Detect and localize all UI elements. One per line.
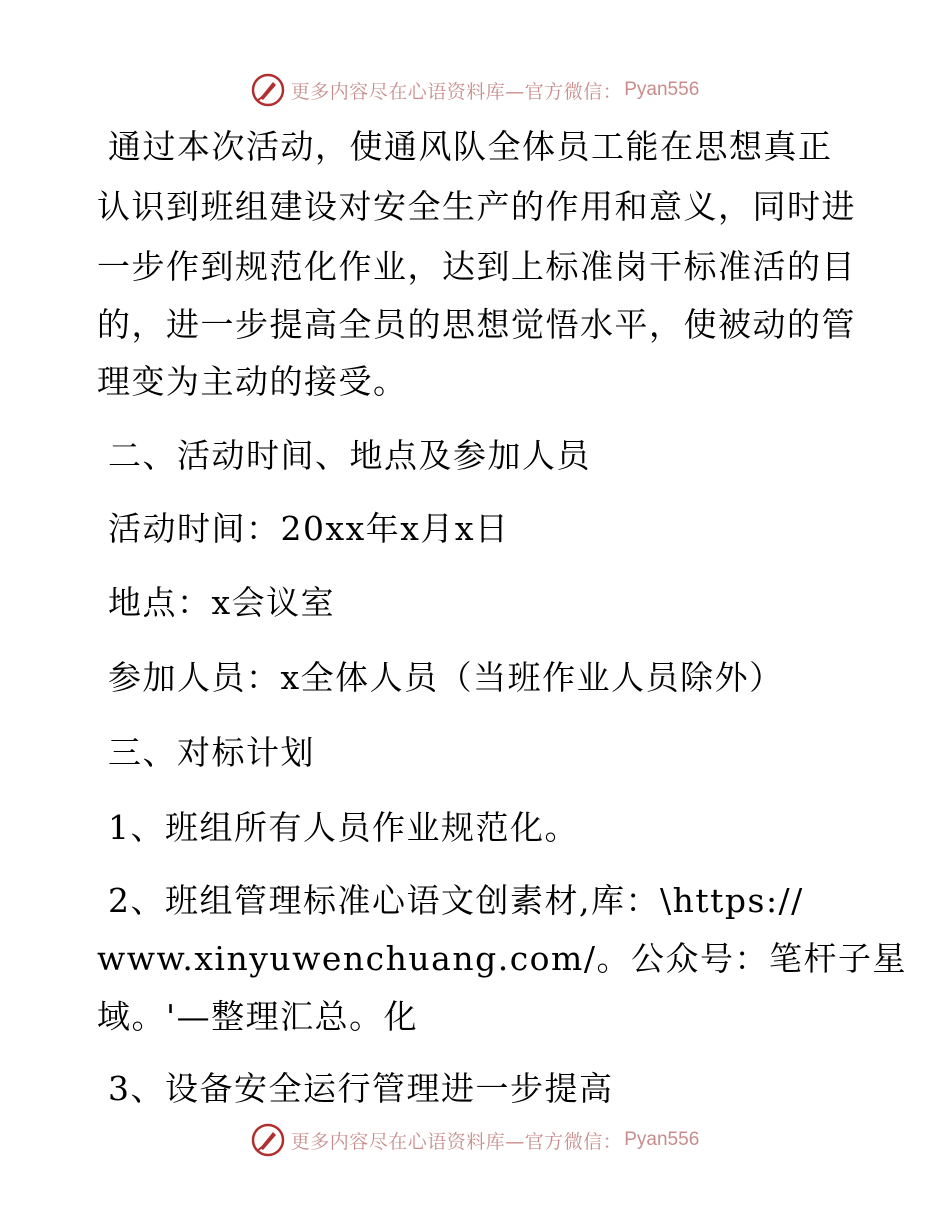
quill-logo-icon: [251, 1123, 285, 1157]
plan-item-1: 1、班组所有人员作业规范化。: [108, 808, 579, 847]
activity-participants: 参加人员：x全体人员（当班作业人员除外）: [108, 658, 784, 697]
intro-line-1: 通过本次活动，使通风队全体员工能在思想真正: [108, 127, 833, 166]
plan-item-2-line-2: www.xinyuwenchuang.com/。公众号：笔杆子星: [97, 939, 907, 978]
activity-time: 活动时间：20xx年x月x日: [108, 509, 510, 548]
header-watermark: [0, 70, 950, 110]
section-3-heading: 三、对标计划: [108, 733, 315, 772]
plan-item-2-line-1: 2、班组管理标准心语文创素材,库：\https://: [108, 881, 804, 920]
watermark-wechat-id: Pyan556: [624, 1129, 700, 1150]
intro-line-3: 一步作到规范化作业，达到上标准岗干标准活的目: [97, 247, 856, 286]
watermark-wechat-id: Pyan556: [624, 79, 700, 100]
plan-item-2-line-3: 域。'—整理汇总。化: [97, 997, 419, 1036]
intro-line-5: 理变为主动的接受。: [97, 362, 408, 401]
plan-item-3: 3、设备安全运行管理进一步提高: [108, 1069, 614, 1108]
footer-watermark: [0, 1120, 950, 1160]
intro-line-2: 认识到班组建设对安全生产的作用和意义，同时进: [97, 187, 856, 226]
section-2-heading: 二、活动时间、地点及参加人员: [108, 436, 591, 475]
activity-place: 地点：x会议室: [108, 583, 336, 622]
watermark-text: 更多内容尽在心语资料库—官方微信：: [290, 1130, 623, 1153]
quill-logo-icon: [251, 73, 285, 107]
watermark-text: 更多内容尽在心语资料库—官方微信：: [290, 80, 623, 103]
intro-line-4: 的，进一步提高全员的思想觉悟水平，使被动的管: [97, 305, 856, 344]
